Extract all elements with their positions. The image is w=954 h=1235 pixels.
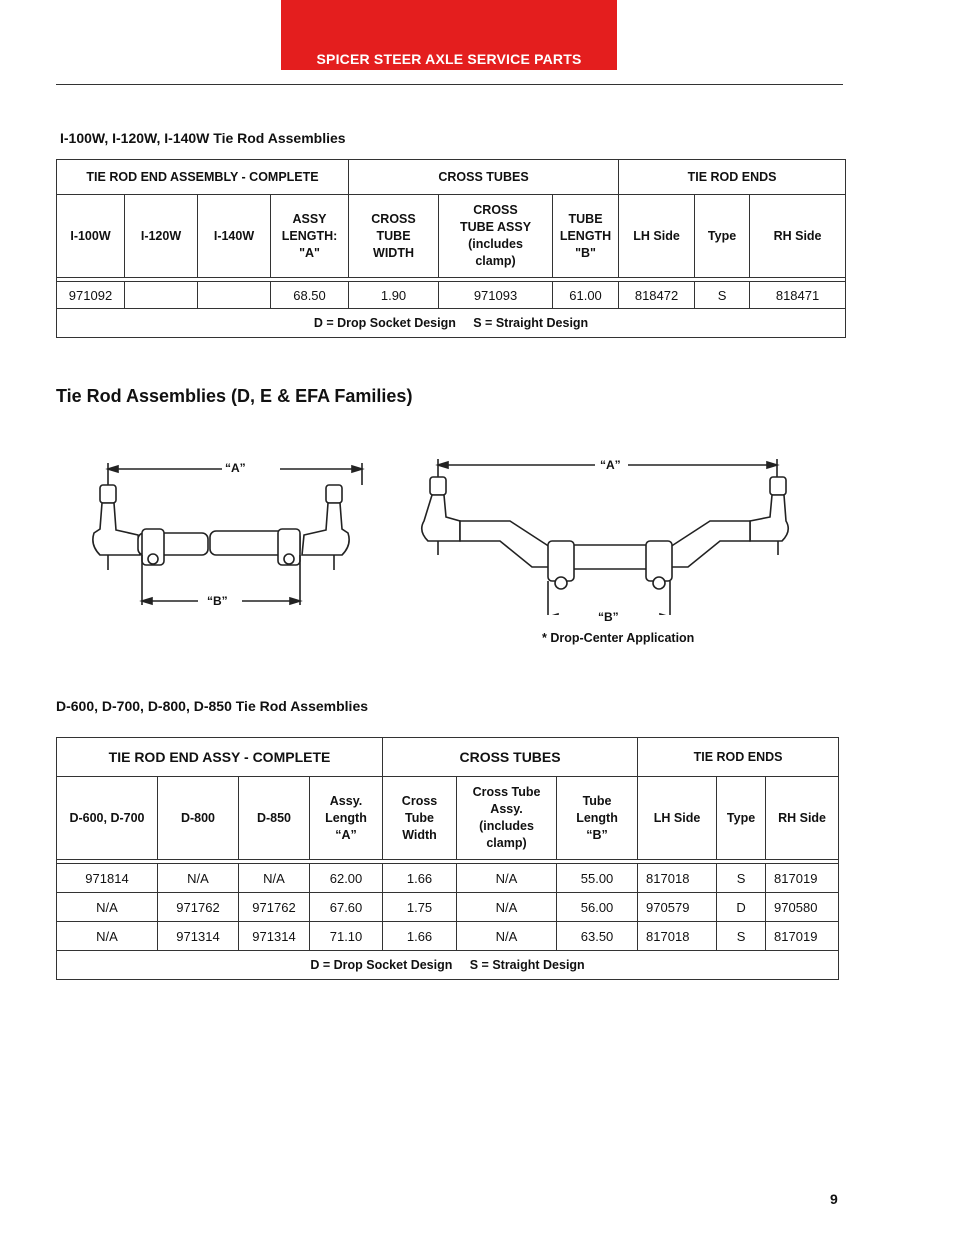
drop-center-note: * Drop-Center Application (542, 631, 695, 645)
column-header: Cross Tube Assy. (includes clamp) (457, 777, 557, 860)
table-cell: S (717, 922, 766, 951)
table-cell: N/A (57, 893, 158, 922)
table-cell: N/A (158, 864, 239, 893)
table-cell: 56.00 (557, 893, 638, 922)
table-row (57, 922, 839, 951)
table-cell: S (717, 864, 766, 893)
table-cell: 63.50 (557, 922, 638, 951)
table-cell: 818471 (750, 282, 846, 309)
column-header: D-800 (158, 777, 239, 860)
table-cell: 817019 (766, 864, 839, 893)
column-header: RH Side (750, 195, 846, 278)
diagram-section-title: Tie Rod Assemblies (D, E & EFA Families) (56, 386, 413, 406)
column-header: Type (695, 195, 750, 278)
section1-table (56, 159, 846, 338)
header-rule (56, 84, 843, 85)
table-cell: 1.66 (383, 922, 457, 951)
column-header: CROSS TUBE ASSY (includes clamp) (439, 195, 553, 278)
section2-title: D-600, D-700, D-800, D-850 Tie Rod Assemblies (56, 698, 369, 714)
column-header: D-850 (239, 777, 310, 860)
column-header: D-600, D-700 (57, 777, 158, 860)
table-row (57, 864, 839, 893)
group-header: TIE ROD END ASSY - COMPLETE (57, 738, 383, 777)
table-cell: N/A (239, 864, 310, 893)
page-number: 9 (830, 1191, 838, 1207)
table-cell: 817019 (766, 922, 839, 951)
table-cell: 971762 (239, 893, 310, 922)
column-header: I-140W (198, 195, 271, 278)
dimension-label-b: “B” (598, 610, 619, 624)
column-header: CROSS TUBE WIDTH (349, 195, 439, 278)
group-header: CROSS TUBES (383, 738, 638, 777)
legend-row: D = Drop Socket Design S = Straight Design (57, 309, 846, 338)
group-header: TIE ROD ENDS (619, 160, 846, 195)
table-cell (125, 282, 198, 309)
column-header: Tube Length “B” (557, 777, 638, 860)
legend-row: D = Drop Socket Design S = Straight Design (57, 951, 839, 980)
dimension-label-a: “A” (225, 461, 246, 475)
column-header: LH Side (619, 195, 695, 278)
dimension-label-b: “B” (207, 594, 228, 608)
table-cell: N/A (457, 864, 557, 893)
column-header: I-120W (125, 195, 198, 278)
table-cell: 818472 (619, 282, 695, 309)
section1-title: I-100W, I-120W, I-140W Tie Rod Assemblies (60, 130, 346, 146)
table-cell (198, 282, 271, 309)
table-cell: 970579 (638, 893, 717, 922)
column-header: Assy. Length “A” (310, 777, 383, 860)
table-cell: 71.10 (310, 922, 383, 951)
group-header: CROSS TUBES (349, 160, 619, 195)
column-header: ASSY LENGTH: "A" (271, 195, 349, 278)
column-header: Cross Tube Width (383, 777, 457, 860)
column-header: TUBE LENGTH "B" (553, 195, 619, 278)
column-header: Type (717, 777, 766, 860)
table-cell: N/A (57, 922, 158, 951)
column-header: LH Side (638, 777, 717, 860)
table-row (57, 282, 846, 309)
table-cell: 971762 (158, 893, 239, 922)
table-cell: 970580 (766, 893, 839, 922)
table-cell: D (717, 893, 766, 922)
table-cell: N/A (457, 893, 557, 922)
table-cell: 971814 (57, 864, 158, 893)
table-cell: 1.66 (383, 864, 457, 893)
table-row (57, 893, 839, 922)
table-cell: 55.00 (557, 864, 638, 893)
header-band (281, 0, 617, 70)
table-cell: 1.90 (349, 282, 439, 309)
table-cell: 61.00 (553, 282, 619, 309)
table-cell: 971092 (57, 282, 125, 309)
table-cell: 67.60 (310, 893, 383, 922)
table-cell: 817018 (638, 922, 717, 951)
section2-table (56, 737, 839, 980)
header-title: SPICER STEER AXLE SERVICE PARTS (316, 51, 582, 67)
column-header: I-100W (57, 195, 125, 278)
dimension-label-a: “A” (600, 458, 621, 472)
table-cell: N/A (457, 922, 557, 951)
table-cell: 971314 (239, 922, 310, 951)
group-header: TIE ROD END ASSEMBLY - COMPLETE (57, 160, 349, 195)
table-cell: 62.00 (310, 864, 383, 893)
table-cell: 68.50 (271, 282, 349, 309)
table-cell: S (695, 282, 750, 309)
table-cell: 1.75 (383, 893, 457, 922)
table-cell: 971093 (439, 282, 553, 309)
group-header: TIE ROD ENDS (638, 738, 839, 777)
column-header: RH Side (766, 777, 839, 860)
tie-rod-diagrams (80, 455, 800, 615)
table-cell: 817018 (638, 864, 717, 893)
table-cell: 971314 (158, 922, 239, 951)
